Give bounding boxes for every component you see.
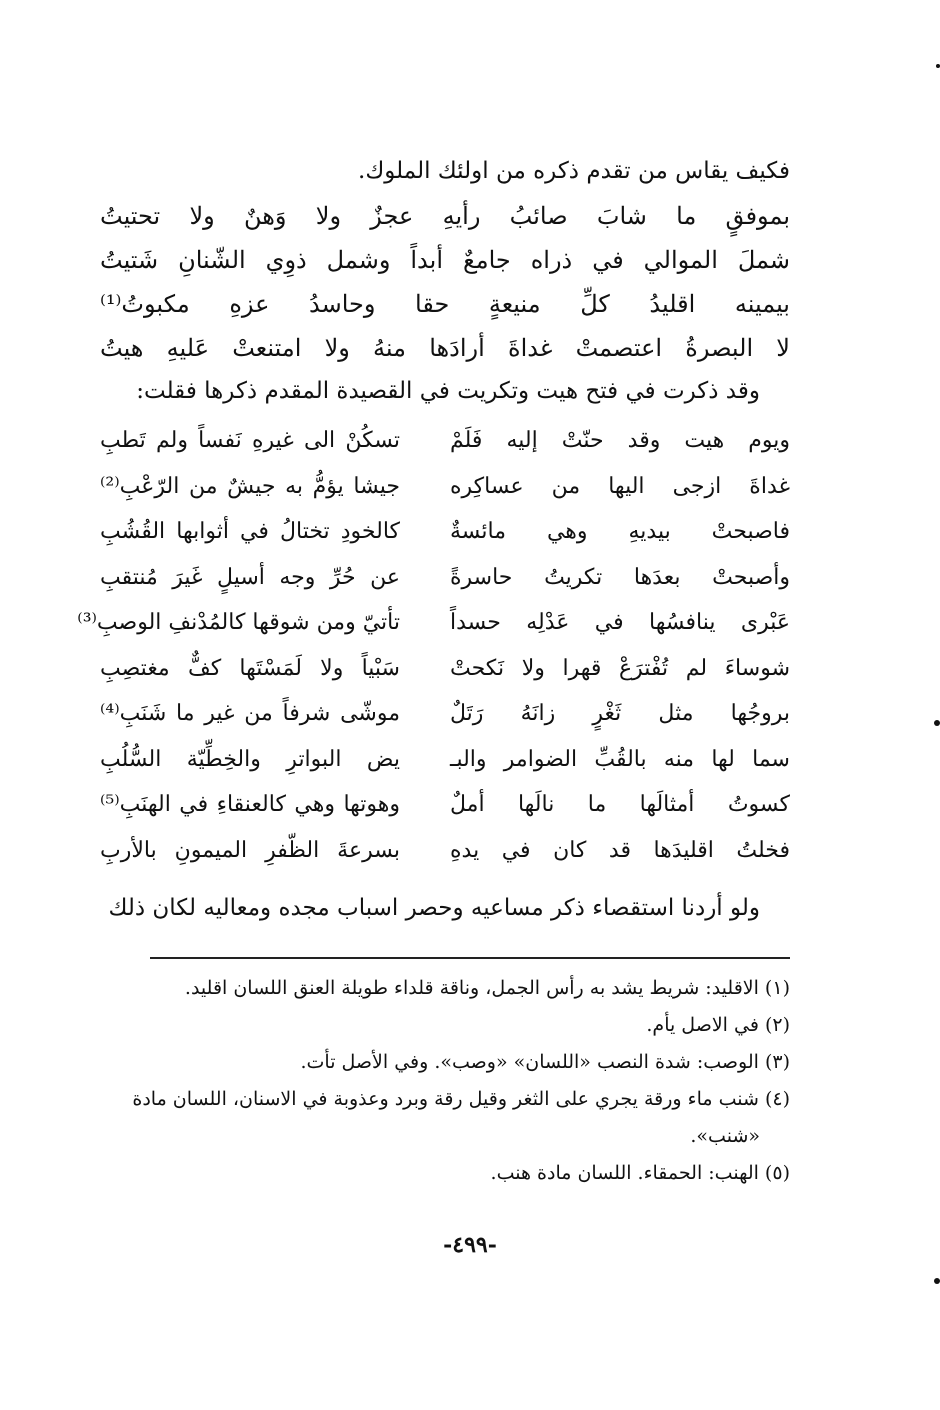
verse-line: بيمينه اقليدُ كلِّ منيعةٍ حقا وحاسدُ عزهِ مكبوتُ⁽¹⁾ xyxy=(100,290,790,318)
hemistich-first: وأصبحتْ بعدَها تكريتُ حاسرةً xyxy=(450,564,790,590)
poem-verse xyxy=(77,600,790,646)
page-number: -٤٩٩- xyxy=(443,1232,497,1258)
poem-verse xyxy=(100,737,790,783)
hemistich-second: عن حُرِّ وجه أسيلٍ غَيرَ مُنتقبِ xyxy=(100,564,400,590)
verse-line: بموفقٍ ما شابَ صائبُ رأيهِ عجزٌ ولا وَهنٌ ولا تحتيتُ xyxy=(100,202,790,230)
hemistich-second: يض البواترِ والخِطِّيّة السُّلُبِ xyxy=(100,746,400,772)
footnote-3: (٣) الوصب: شدة النصب «اللسان» «وصب». وفي الأصل تأت. xyxy=(300,1051,790,1073)
footnote-4: (٤) شنب ماء ورقة يجري على الثغر وقيل رقة وبرد وعذوبة في الاسنان، اللسان مادة xyxy=(132,1088,790,1110)
hemistich-second: سَبْياً ولا لَمَسْتَها كفٌّ مغتصِبِ xyxy=(100,655,400,681)
footnote-divider xyxy=(150,957,790,959)
hemistich-first: غداةَ ازجى اليها من عساكِره xyxy=(450,473,790,499)
verse-block-1 xyxy=(100,194,790,370)
hemistich-second: تأتيّ ومن شوقها كالمُدْنفِ الوصبِ⁽³⁾ xyxy=(77,610,400,636)
intro-line: فكيف يقاس من تقدم ذكره من اولئك الملوك. xyxy=(358,158,790,184)
hemistich-second: تسكُنْ الى غيرهِ نَفساً ولم تَطبِ xyxy=(100,428,400,454)
hemistich-first: عَبْرى ينافسُها في عَدْلِه حسداً xyxy=(450,610,790,636)
closing-line: ولو أردنا استقصاء ذكر مساعيه وحصر اسباب مجده ومعاليه لكان ذلك xyxy=(108,895,760,921)
poem-verse xyxy=(100,646,790,692)
verse-line: لا البصرةُ اعتصمتْ غداةَ أرادَها منهُ ولا امتنعتْ عَليهِ هيتُ xyxy=(100,334,790,362)
hemistich-second: كالخودِ تختالُ في أثوابها القُشُبِ xyxy=(100,519,400,545)
scan-mark xyxy=(936,64,940,68)
poem-verse xyxy=(100,509,790,555)
poem xyxy=(77,418,790,873)
footnote-2: (٢) في الاصل يأم. xyxy=(646,1014,790,1036)
hemistich-first: سما لها منه بالقُبِّ الضوامر والبـ xyxy=(450,746,790,772)
poem-verse xyxy=(100,418,790,464)
scan-mark xyxy=(934,1278,940,1284)
hemistich-second: بسرعةَ الظّفرِ الميمونِ بالأربِ xyxy=(100,837,400,863)
hemistich-second: جيشا يؤمُّ به جيشٌ من الرّعْبِ⁽²⁾ xyxy=(100,473,400,499)
footnotes xyxy=(105,970,790,1192)
hemistich-first: بروجُها مثل ثَغْرٍ زانَهُ رَتَلٌ xyxy=(450,701,790,727)
hemistich-first: شوساءَ لم تُفْترَعْ قهرا ولا نَكحتْ xyxy=(450,655,790,681)
footnote-5: (٥) الهنب: الحمقاء. اللسان مادة هنب. xyxy=(490,1162,790,1184)
poem-verse xyxy=(100,691,790,737)
poem-verse xyxy=(100,782,790,828)
hemistich-second: موشّى شرفاً من غير ما شَنَبِ⁽⁴⁾ xyxy=(100,701,400,727)
hemistich-first: ويوم هيت وقد حنّتْ إليه فَلَمْ xyxy=(450,428,790,454)
poem-verse xyxy=(100,555,790,601)
hemistich-first: فاصبحتْ بيديهِ وهي مائسةٌ xyxy=(450,519,790,545)
transition-line: وقد ذكرت في فتح هيت وتكريت في القصيدة المقدم ذكرها فقلت: xyxy=(136,378,760,404)
footnote-4-continued: «شنب». xyxy=(690,1125,760,1147)
hemistich-first: كسوتُ أمثالَها ما نالَها أملٌ xyxy=(450,792,790,818)
footnote-1: (١) الاقليد: شريط يشد به رأس الجمل، وناقة قلداء طويلة العنق اللسان اقليد. xyxy=(184,977,790,999)
poem-verse xyxy=(100,828,790,874)
hemistich-first: فخلتُ اقليدَها قد كان في يدهِ xyxy=(450,837,790,863)
hemistich-second: وهوتها وهي كالعنقاءِ في الهنَبِ⁽⁵⁾ xyxy=(100,792,400,818)
poem-verse xyxy=(100,464,790,510)
scan-mark xyxy=(934,720,940,726)
page-text xyxy=(77,150,790,929)
verse-line: شملَ الموالي في ذراه جامعٌ أبداً وشمل ذوِي الشّنانِ شَتيتُ xyxy=(100,246,790,274)
